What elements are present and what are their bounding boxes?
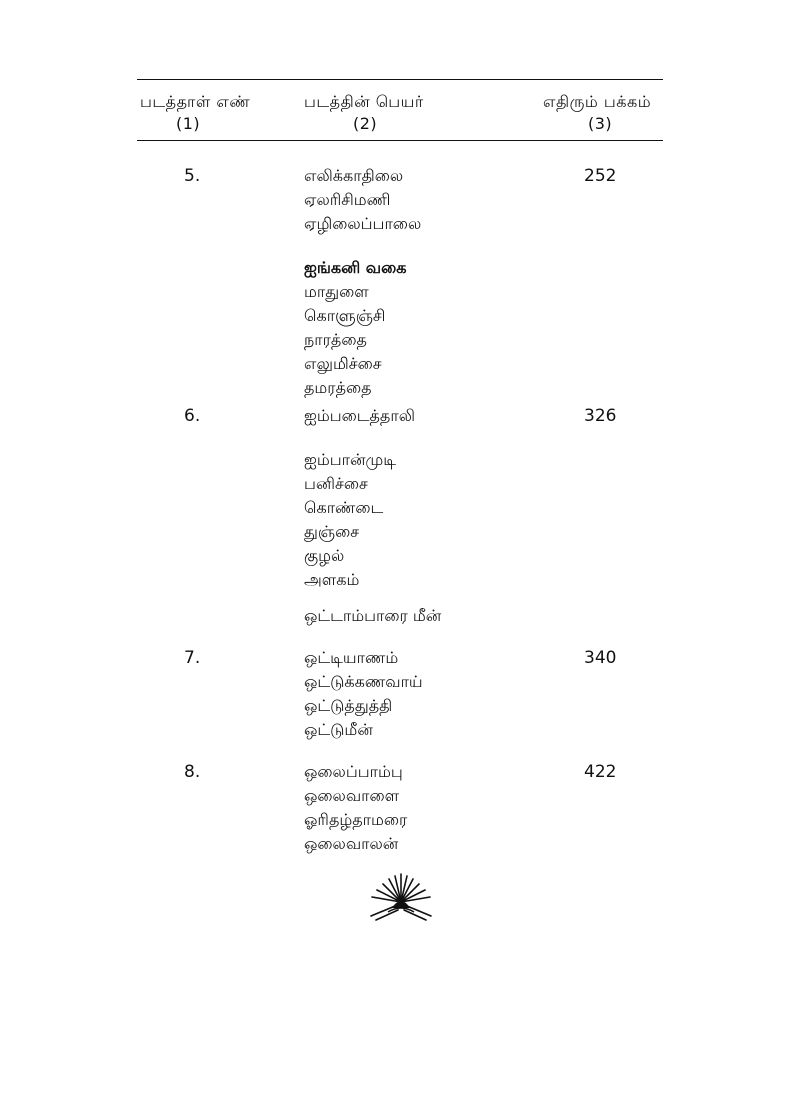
page-number-326: 326 <box>584 406 617 426</box>
list-item: நாரத்தை <box>304 330 367 349</box>
list-item: ஒலைவாளை <box>304 786 400 805</box>
list-item: கொளுஞ்சி <box>304 306 386 325</box>
list-item: தமரத்தை <box>304 378 372 397</box>
column-1-title: படத்தாள் எண் <box>140 92 251 111</box>
list-item: ஒட்டுத்துத்தி <box>304 696 393 715</box>
list-item: ஒட்டுமீன் <box>304 720 373 739</box>
plate-number-5: 5. <box>184 166 201 186</box>
list-item: துஞ்சை <box>304 522 360 541</box>
list-item: ஐம்பான்முடி <box>304 450 396 469</box>
list-item: ஏழிலைப்பாலை <box>304 214 422 233</box>
list-item: கொண்டை <box>304 498 384 517</box>
column-3-title: எதிரும் பக்கம் <box>543 92 652 111</box>
list-item: ஐம்படைத்தாலி <box>304 406 415 425</box>
plate-number-8: 8. <box>184 762 201 782</box>
list-item: ஒலைப்பாம்பு <box>304 762 403 781</box>
column-3-number: (3) <box>588 114 613 133</box>
rising-sun-icon <box>368 872 434 926</box>
list-item: ஒட்டுக்கணவாய் <box>304 672 423 691</box>
list-item: மாதுளை <box>304 282 369 301</box>
list-item: ஒலைவாலன் <box>304 834 399 853</box>
plate-number-7: 7. <box>184 648 201 668</box>
column-1-number: (1) <box>176 114 201 133</box>
page-number-252: 252 <box>584 166 617 186</box>
list-item: ஓரிதழ்தாமரை <box>304 810 408 829</box>
list-item: ஒட்டியாணம் <box>304 648 399 667</box>
list-item: குழல் <box>304 546 345 565</box>
list-item: எலுமிச்சை <box>304 354 382 373</box>
list-item: ஏலரிசிமணி <box>304 190 391 209</box>
page-number-422: 422 <box>584 762 617 782</box>
list-item: பனிச்சை <box>304 474 368 493</box>
header-top-rule <box>137 79 663 80</box>
column-2-title: படத்தின் பெயர் <box>304 92 424 111</box>
plate-number-6: 6. <box>184 406 201 426</box>
column-2-number: (2) <box>353 114 378 133</box>
group-heading: ஐங்கனி வகை <box>304 258 407 277</box>
list-item: எலிக்காதிலை <box>304 166 404 185</box>
page-number-340: 340 <box>584 648 617 668</box>
header-bottom-rule <box>137 140 663 141</box>
list-item: அளகம் <box>304 570 360 589</box>
list-item: ஒட்டாம்பாரை மீன் <box>304 606 442 625</box>
